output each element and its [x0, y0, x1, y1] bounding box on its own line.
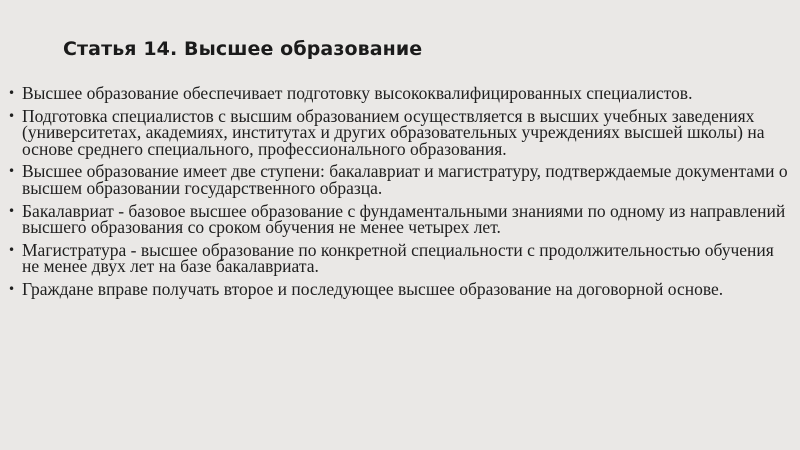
bullet-icon: • [8, 242, 16, 257]
bullet-item [8, 239, 788, 277]
slide-title: Статья 14. Высшее образование [63, 38, 423, 60]
bullet-icon: • [8, 164, 16, 179]
bullet-icon: • [8, 281, 16, 296]
bullet-item [8, 163, 788, 196]
bullet-item [8, 278, 788, 299]
bullet-text: Граждане вправе получать второе и последующее высшее образование на договорной основе. [22, 278, 724, 299]
bullet-text: Высшее образование обеспечивает подготовку высококвалифицированных специалистов. [22, 83, 693, 103]
bullet-item [8, 200, 788, 238]
bullet-item [8, 85, 788, 102]
bullet-item [8, 105, 788, 159]
bullet-text: Бакалавриат - базовое высшее образование с фундаментальными знаниями по одному из направлений высшего образования со сроком обучения не менее четырех лет. [22, 200, 786, 238]
bullet-text: Подготовка специалистов с высшим образованием осуществляется в высших учебных заведениях (университетах, академиях, институтах и других образовательных учреждениях высшей школы) на основе среднего специального, профессионального образования. [22, 105, 765, 159]
bullet-icon: • [8, 108, 16, 123]
bullet-list [8, 85, 788, 304]
bullet-text: Высшее образование имеет две ступени: бакалавриат и магистратуру, подтверждаемые документами о высшем образовании государственного образца. [22, 161, 788, 198]
bullet-icon: • [8, 86, 16, 100]
bullet-icon: • [8, 203, 16, 218]
bullet-text: Магистратура - высшее образование по конкретной специальности с продолжительностью обучения не менее двух лет на базе бакалавриата. [22, 239, 774, 277]
